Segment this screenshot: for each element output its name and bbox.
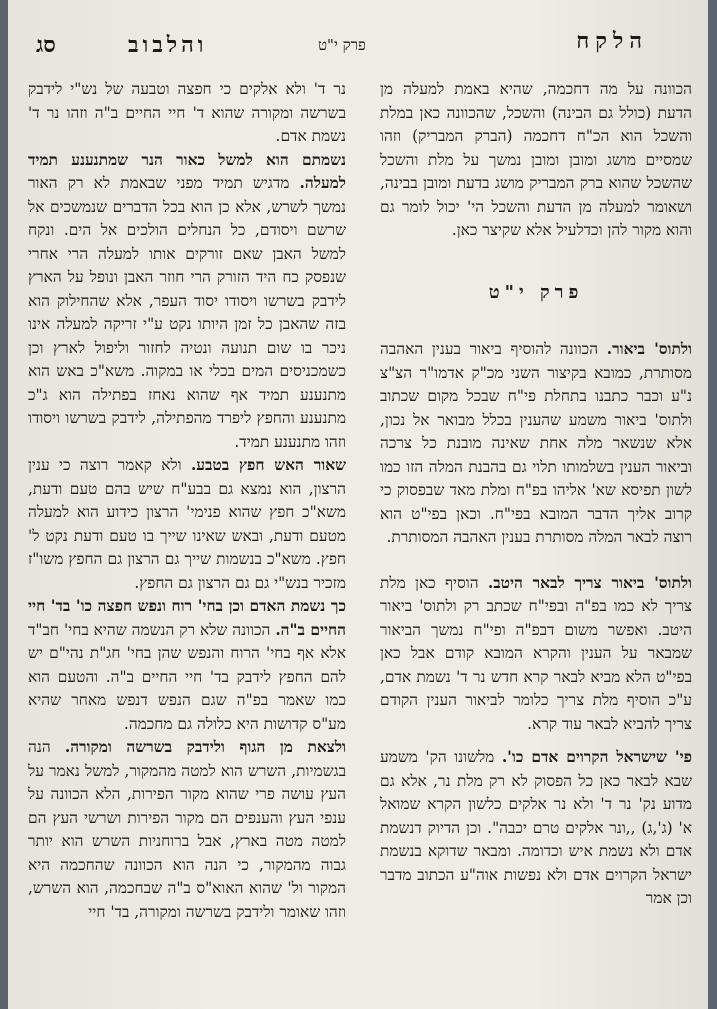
book-page <box>8 0 708 1009</box>
paragraph-lead: נשמתם הוא למשל כאור הנר שמתנענע תמיד למעלה. <box>28 150 346 192</box>
commentary-paragraph <box>28 736 346 924</box>
paragraph-text: מדגיש תמיד מפני שבאמת לא רק האור נמשך לשרש, אלא כן הוא בכל הדברים שנמשכים אל שרשם ויסודם, כל הנחלים הולכים אל הים. ונקח למשל האבן שאם זורקים אותו למעלה הרי אחרי שנפסק כח היד הזורק הרי חוזר האבן ונופל על הארץ לידבק בשרשו ויסודו יסוד העפר, אלא שהחילוק הוא בזה שהאבן כל זמן היותו נקט ע"י זריקה למעלה אינו ניכר בו שום תנועה ונטיה לחזור וליפול לארץ וכן כשמכניסים המים בכלי או במקוה. משא"כ באש הוא מתנענע תמיד אף שהוא נאחז בפתילה הוא ג"כ מתנענע והחפץ ליפרד מהפתילה, לידבק בשרשו ויסודו וזהו מתנענע תמיד. <box>28 174 346 451</box>
paragraph-lead: פי' שישראל הקרוים אדם כו'. <box>501 748 692 766</box>
page-number: סג <box>36 32 56 58</box>
page-header <box>8 28 708 72</box>
paragraph-lead: כך נשמת האדם וכן בחי' רוח ונפש חפצה כו' בד' חיי החיים ב"ה. <box>28 597 346 639</box>
paragraph-lead: ולתוס' ביאור צריך לבאר היטב. <box>487 573 692 592</box>
commentary-paragraph <box>28 454 346 595</box>
paragraph-lead: ולצאת מן הגוף ולידבק בשרשה ומקורה. <box>64 738 346 756</box>
commentary-paragraph <box>380 746 692 911</box>
commentary-paragraph <box>28 595 346 736</box>
running-chapter-label: פרק י"ט <box>318 36 366 54</box>
paragraph-text: ולא קאמר רוצה כי ענין הרצון, הוא נמצא גם בבע"ח שיש בהם טעם ודעת, משא"כ חפץ שהוא פנימי' הרצון כידוע הוא למעלה מטעם ודעת, ובאש שאינו שייך בו טעם ודעת נקט ל' חפץ. משא"כ בנשמות שייך גם הרצון גם החפץ משו"ז מזכיר בנש"י גם גם הרצון גם החפץ. <box>28 456 346 592</box>
paragraph-text: הוסיף כאן מלת צריך לא כמו בפ"ה ובפי"ח שכתב רק ולתוס' ביאור היטב. ואפשר משום דבפ"ה ופי"ח נמשך הביאור שמבאר על הענין והקרא המובא קודם אבל כאן בפי"ט הלא מביא לבאר קרא חדש נר ד' נשמת אדם, ע"כ הוסיף מלת צריך כלומר לביאור הענין הקודם צריך להביא לבאר עוד קרא. <box>380 573 692 733</box>
continued-paragraph: נר ד' ולא אלקים כי חפצה וטבעה של נש"י לידבק בשרשה ומקורה שהוא ד' חיי החיים ב"ה וזהו נר ד' נשמת אדם. <box>28 80 346 145</box>
commentary-paragraph <box>380 572 692 737</box>
paragraph-lead: ולתוס' ביאור. <box>606 340 692 358</box>
paragraph-text: הנה בגשמיות, השרש הוא למטה מהמקור, למשל נאמר על העץ עושה פרי שהוא מקור הפירות, הלא הכוונה על ענפי העץ והענפים הם מקור הפירות ושרשי העץ הם למטה מטה בארץ, אבל ברוחניות השרש הוא יותר גבוה מהמקור, כי הנה הוא הכוונה שהחכמה היא המקור ול' שהוא האוא"ס ב"ה שבחכמה, הוא השרש, וזהו שאומר ולידבק בשרשה ומקורה, בד' חיי <box>28 738 346 921</box>
paragraph-text: מלשונו הק' משמע שבא לבאר כאן כל הפסוק לא רק מלת נר, אלא גם מדוע נק' נר ד' ולא נר אלקים כלשון הקרא שמואל א' (ג',ג) ,,ונר אלקים טרם יכבה". וכן הדיוק דנשמת אדם ולא נשמת איש וכדומה. ומבאר שדוקא בנשמת ישראל הקרוים אדם ולא נפשות אוה"ע הכתוב מדבר וכן אמר <box>380 748 692 907</box>
running-title-left: והלבוב <box>128 32 208 58</box>
left-column <box>28 78 346 1003</box>
right-column <box>380 78 692 1003</box>
commentary-paragraph <box>28 149 346 455</box>
commentary-paragraph <box>380 338 692 550</box>
paragraph-lead: שאור האש חפץ בטבע. <box>190 456 346 474</box>
running-title-right: הלקח <box>576 28 648 54</box>
chapter-heading: פרק י"ט <box>488 281 584 303</box>
continued-paragraph: הכוונה על מה דחכמה, שהיא באמת למעלה מן הדעת (כולל גם הבינה) והשכל, שהכוונה כאן במלת והשכל הוא הכ"ח דחכמה (הברק המבריק) וזהו שמסיים מושג ומובן ומובן נמשך על מלת והשכל שהשכל שהוא ברק המבריק מושג בדעת ומובן בבינה, ושאומר למעלה מן הדעת והשכל הי' יכול לומר גם והוא מקור להן וכדלעיל אלא שקיצר כאן. <box>380 80 692 239</box>
paragraph-text: הכוונה להוסיף ביאור בענין האהבה מסותרת, כמובא בקיצור השני מכ"ק אדמו"ר הצ"צ נ"ע וכבר כתבנו בתחלת פי"ח שבכל מקום שכתוב ולתוס' ביאור משמע שהענין בכלל מבואר אל נכון, אלא שנשאר מלה אחת שאינה מובנת כל צרכה וביאור הענין בשלמותו תלוי גם בהבנת המלה הזו כמו לשון תפיסא שא' אליהו בפ"ח ומלת מאד שבפסוק כי קרוב אליך הדבר המובא בפי"ח. וכאן בפי"ט הוא רוצה לבאר המלה מסותרת בענין האהבה המסותרת. <box>380 340 692 546</box>
paragraph-text: הכוונה שלא רק הנשמה שהיא בחי' חב"ד אלא אף בחי' הרוח והנפש שהן בחי' חג"ת נהי"ם יש להם החפץ לידבק בד' חיי החיים ב"ה. והטעם הוא כמו שאמר בפ"ה שגם הנפש דנפש מאחר שהיא מע"ס קדושות היא כלולה גם מחכמה. <box>28 620 346 733</box>
